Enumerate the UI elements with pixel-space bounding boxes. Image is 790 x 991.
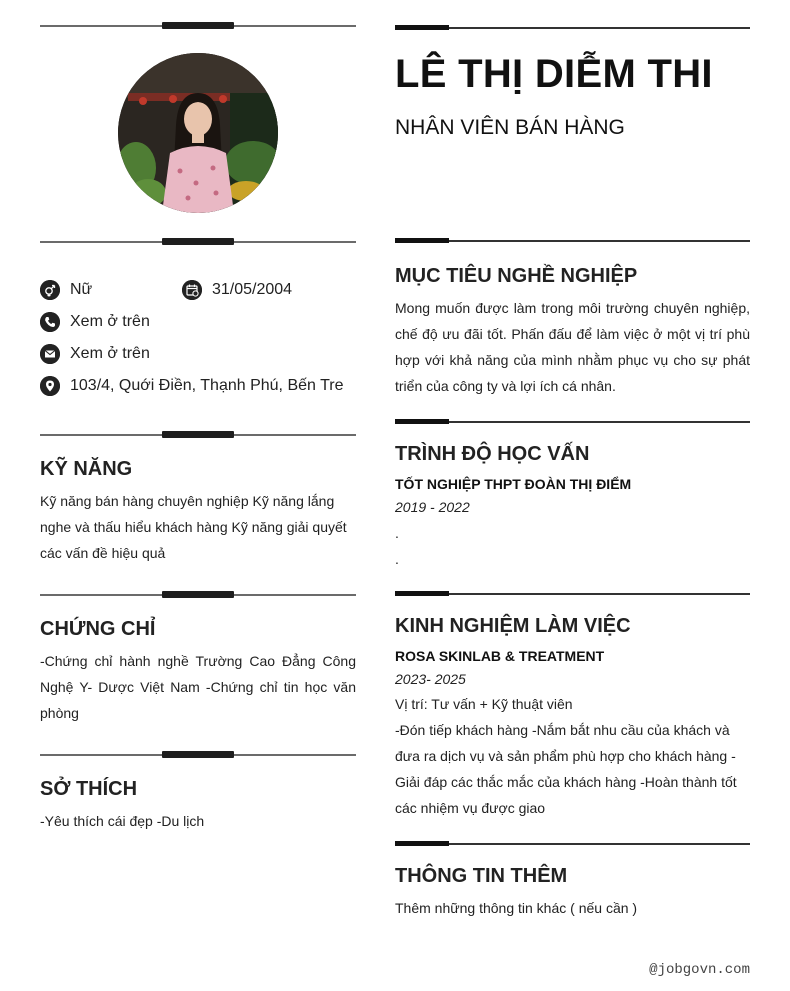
hobbies-title: SỞ THÍCH [40, 778, 138, 800]
education-line-2: . [395, 551, 399, 567]
candidate-name: LÊ THỊ DIỄM THI [395, 52, 713, 96]
left-divider-avatar [40, 238, 356, 246]
extra-text: Thêm những thông tin khác ( nếu cần ) [395, 900, 638, 916]
gender-value: Nữ [70, 281, 93, 298]
avatar [118, 53, 278, 213]
location-pin-icon [40, 376, 60, 396]
objective-text: Mong muốn được làm trong môi trường chuyên nghiệp, chế độ ưu đãi tốt. Phấn đấu để làm việc ở một vị trí phù hợp với khả năng của mình nhằm phục vụ cho sự phát triển của công ty và lợi ích cá nhân. [395, 300, 750, 394]
address-value: 103/4, Quới Điền, Thạnh Phú, Bến Tre [70, 377, 344, 394]
phone-value: Xem ở trên [70, 313, 150, 330]
hobbies-text: -Yêu thích cái đẹp -Du lịch [40, 813, 205, 829]
gender-row [40, 278, 92, 302]
experience-position: Vị trí: Tư vấn + Kỹ thuật viên [395, 696, 573, 712]
left-divider-hobbies [40, 751, 356, 759]
email-icon [40, 344, 60, 364]
phone-icon [40, 312, 60, 332]
right-divider-top [395, 25, 750, 31]
experience-period: 2023- 2025 [395, 671, 466, 687]
education-school: TỐT NGHIỆP THPT ĐOÀN THỊ ĐIỂM [395, 476, 632, 492]
right-divider-extra [395, 841, 750, 847]
certificates-title: CHỨNG CHỈ [40, 618, 156, 640]
email-value: Xem ở trên [70, 345, 150, 362]
left-divider-skills [40, 431, 356, 439]
education-period: 2019 - 2022 [395, 499, 470, 515]
watermark: @jobgovn.com [649, 962, 750, 978]
education-title: TRÌNH ĐỘ HỌC VẤN [395, 443, 590, 465]
skills-text: Kỹ năng bán hàng chuyên nghiệp Kỹ năng lắng nghe và thấu hiểu khách hàng Kỹ năng giải quyết các vấn đề hiệu quả [40, 493, 347, 561]
objective-title: MỤC TIÊU NGHỀ NGHIỆP [395, 265, 638, 287]
birthdate-value: 31/05/2004 [212, 281, 293, 298]
experience-title: KINH NGHIỆM LÀM VIỆC [395, 615, 631, 637]
avatar-photo [118, 53, 278, 213]
left-divider-certificates [40, 591, 356, 599]
education-line-1: . [395, 525, 399, 541]
right-divider-education [395, 419, 750, 425]
experience-description: -Đón tiếp khách hàng -Nắm bắt nhu cầu của khách và đưa ra dịch vụ và sản phẩm phù hợp cho khách hàng -Giải đáp các thắc mắc của khách hàng -Hoàn thành tốt các nhiệm vụ được giao [395, 722, 737, 816]
left-divider-top [40, 22, 356, 30]
right-divider-objective [395, 238, 750, 244]
extra-title: THÔNG TIN THÊM [395, 865, 568, 887]
certificates-text: -Chứng chỉ hành nghề Trường Cao Đẳng Công Nghệ Y- Dược Việt Nam -Chứng chỉ tin học văn phòng [40, 653, 356, 721]
birthdate-row [182, 278, 292, 302]
address-row [40, 374, 343, 398]
skills-title: KỸ NĂNG [40, 458, 133, 480]
gender-icon [40, 280, 60, 300]
phone-row [40, 310, 150, 334]
job-title: NHÂN VIÊN BÁN HÀNG [395, 116, 625, 139]
experience-company: ROSA SKINLAB & TREATMENT [395, 648, 605, 664]
calendar-icon [182, 280, 202, 300]
email-row [40, 342, 150, 366]
right-divider-experience [395, 591, 750, 597]
